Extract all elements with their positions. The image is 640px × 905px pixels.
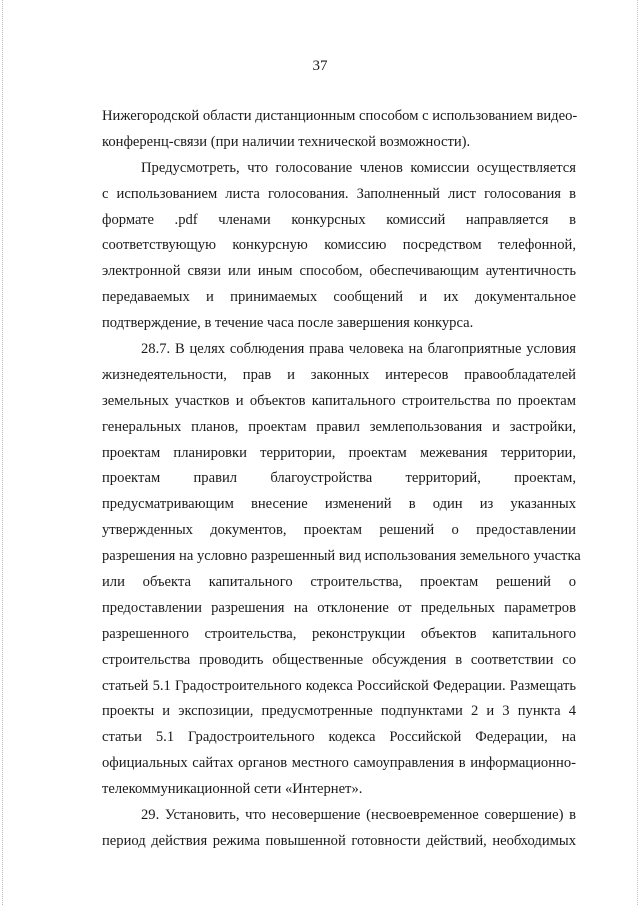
text-line: или объекта капитального строительства, проектам решений о	[102, 574, 576, 591]
text-line: подтверждение, в течение часа после завершения конкурса.	[102, 315, 474, 332]
text-line: земельных участков и объектов капитального строительства по проектам	[102, 392, 576, 409]
text-line: электронной связи или иным способом, обеспечивающим аутентичность	[102, 263, 576, 280]
text-line: проекты и экспозиции, предусмотренные подпунктами 2 и 3 пункта 4	[102, 703, 576, 720]
text-line: статьей 5.1 Градостроительного кодекса Российской Федерации. Размещать	[102, 677, 576, 694]
text-line: формате .pdf членами конкурсных комиссий направляется в	[102, 211, 576, 228]
text-line: жизнедеятельности, прав и законных интересов правообладателей	[102, 366, 576, 383]
text-line: Предусмотреть, что голосование членов комиссии осуществляется	[141, 159, 576, 176]
text-line: разрешения на условно разрешенный вид использования земельного участка	[102, 548, 581, 565]
text-line: 28.7. В целях соблюдения права человека на благоприятные условия	[141, 341, 576, 358]
body-text	[102, 104, 581, 855]
page-number: 37	[312, 58, 328, 74]
text-line: период действия режима повышенной готовности действий, необходимых	[102, 832, 576, 849]
text-line: соответствующую конкурсную комиссию посредством телефонной,	[102, 237, 576, 254]
text-line: официальных сайтах органов местного самоуправления в информационно-	[102, 755, 576, 772]
text-line: предусматривающим внесение изменений в один из указанных	[102, 496, 576, 513]
text-line: телекоммуникационной сети «Интернет».	[102, 781, 363, 798]
text-line: конференц-связи (при наличии технической возможности).	[102, 133, 471, 150]
text-line: предоставлении разрешения на отклонение от предельных параметров	[102, 599, 576, 616]
text-line: утвержденных документов, проектам решений о предоставлении	[102, 522, 576, 539]
text-line: строительства проводить общественные обсуждения в соответствии со	[102, 651, 576, 668]
text-line: Нижегородской области дистанционным способом с использованием видео-	[102, 108, 578, 124]
text-line: проектам планировки территории, проектам межевания территории,	[102, 444, 576, 461]
text-line: разрешенного строительства, реконструкции объектов капитального	[102, 625, 576, 642]
scan-edge-left	[2, 0, 3, 905]
text-line: генеральных планов, проектам правил землепользования и застройки,	[102, 418, 576, 435]
text-line: статьи 5.1 Градостроительного кодекса Российской Федерации, на	[102, 729, 576, 746]
text-line: проектам правил благоустройства территорий, проектам,	[102, 470, 576, 487]
text-line: передаваемых и принимаемых сообщений и их документальное	[102, 289, 576, 306]
text-line: 29. Установить, что несовершение (несвоевременное совершение) в	[141, 807, 576, 824]
scan-edge-right	[637, 0, 638, 905]
text-line: с использованием листа голосования. Заполненный лист голосования в	[102, 185, 576, 202]
